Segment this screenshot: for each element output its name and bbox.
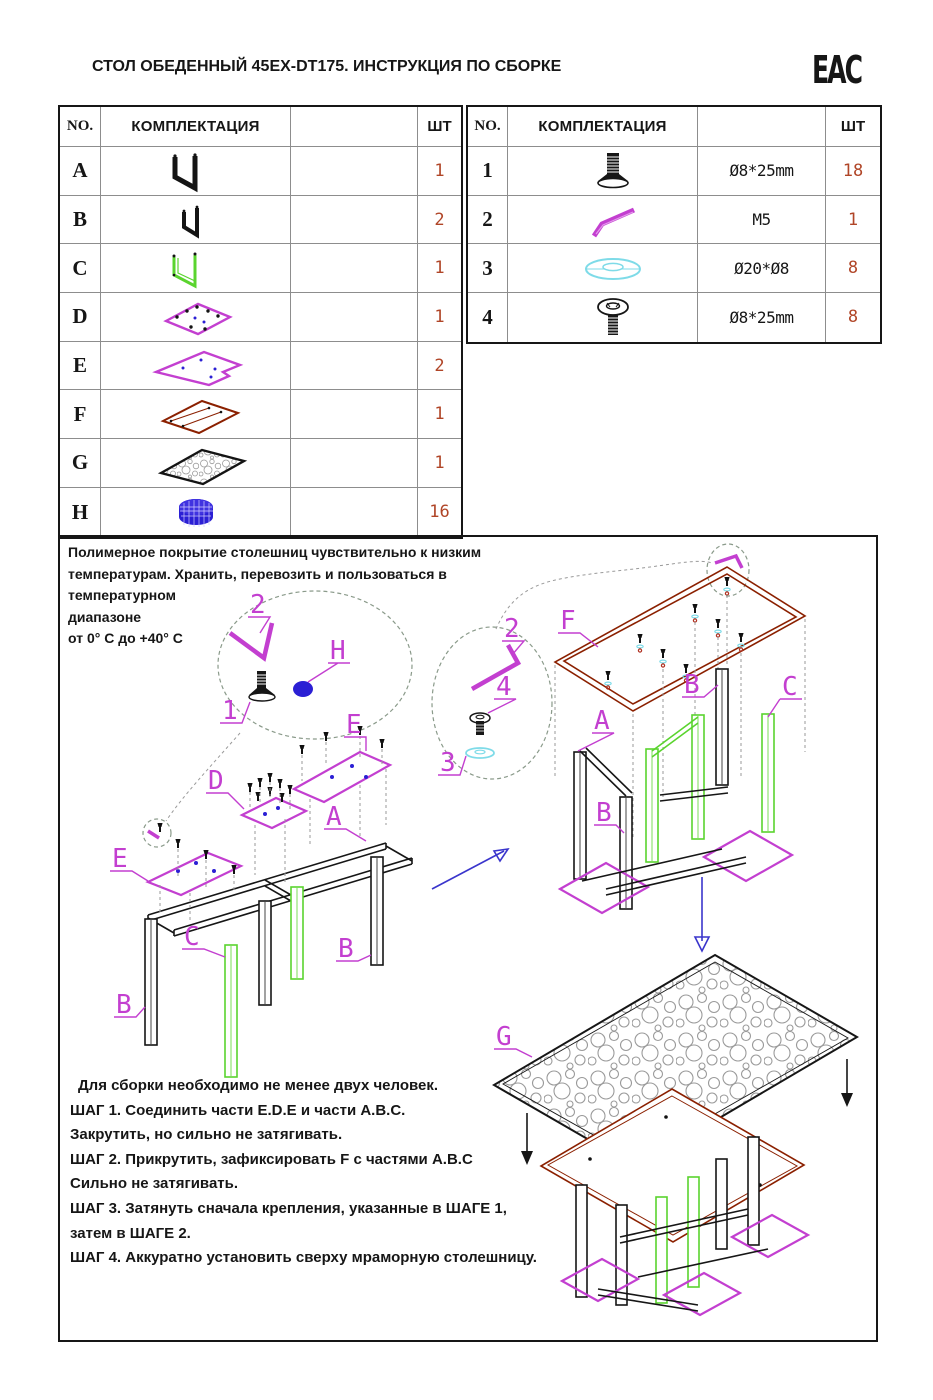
exploded-e-left-label: E <box>112 844 128 874</box>
parts-table <box>58 105 463 539</box>
exploded-e-top-label: E <box>346 710 362 740</box>
callout1-bolt-label: 1 <box>222 696 238 726</box>
part-row-f-no: F <box>60 390 101 439</box>
hardware-header-name: КОМПЛЕКТАЦИЯ <box>508 107 698 147</box>
hardware-row-4-no: 4 <box>468 293 508 342</box>
cap-blue-icon <box>111 489 281 535</box>
parts-header-no: NO. <box>60 107 101 147</box>
callout1-tool-label: 2 <box>250 590 266 620</box>
hardware-table <box>466 105 882 344</box>
u-bracket-small-black-icon <box>111 197 281 243</box>
part-row-a-spec <box>291 147 418 196</box>
callout2-tool-label: 2 <box>504 614 520 644</box>
temperature-warning <box>68 542 548 650</box>
callout1-cap-label: H <box>330 636 346 666</box>
hardware-row-3-spec: Ø20*Ø8 <box>698 244 826 293</box>
part-row-b-spec <box>291 196 418 245</box>
step-4-line: ШАГ 4. Аккуратно установить сверху мраморную столешницу. <box>70 1249 537 1267</box>
step-3-note: затем в ШАГЕ 2. <box>70 1224 191 1242</box>
part-row-d-spec <box>291 293 418 342</box>
u-bracket-green-icon <box>111 245 281 291</box>
hardware-header-no: NO. <box>468 107 508 147</box>
hardware-row-4-qty: 8 <box>847 307 859 328</box>
exploded-d-label: D <box>208 766 224 796</box>
hardware-row-1-spec: Ø8*25mm <box>698 147 826 196</box>
hardware-row-4-spec: Ø8*25mm <box>698 293 826 342</box>
assembly-diagram-panel <box>58 535 878 1342</box>
callout2-washer-label: 3 <box>440 748 456 778</box>
part-row-e-no: E <box>60 342 101 391</box>
marble-g-label: G <box>496 1022 512 1052</box>
part-a-image <box>101 147 291 196</box>
part-row-h-spec <box>291 488 418 537</box>
countersunk-bolt-image <box>508 147 698 196</box>
marble-tabletop-icon <box>111 440 281 486</box>
washer-image <box>508 244 698 293</box>
part-row-f-qty: 1 <box>418 390 461 439</box>
part-row-b-qty: 2 <box>418 196 461 245</box>
hardware-row-2-qty: 1 <box>826 196 880 245</box>
part-e-image <box>101 342 291 391</box>
frame-c-label: C <box>782 672 798 702</box>
u-bracket-tall-black-icon <box>111 148 281 194</box>
exploded-c-label: C <box>184 922 200 952</box>
step-2-note: Сильно не затягивать. <box>70 1175 239 1193</box>
warning-line-2: температурам. Хранить, перевозить и пользоваться в температурном <box>68 565 447 603</box>
part-row-g-spec <box>291 439 418 488</box>
f-frame-installation-diagram <box>555 567 805 951</box>
exploded-b-left-label: B <box>116 990 132 1020</box>
eac-certification-mark: ЕАС <box>812 48 862 92</box>
part-row-h-qty: 16 <box>429 502 450 523</box>
warning-line-3: диапазоне <box>68 608 142 625</box>
part-row-d-no: D <box>60 293 101 342</box>
support-frame-brown-icon <box>111 391 281 437</box>
part-d-image <box>101 293 291 342</box>
exploded-a-label: A <box>326 802 342 832</box>
part-row-c-spec <box>291 244 418 293</box>
hardware-row-1-qty: 18 <box>826 147 880 196</box>
part-row-h-no: H <box>60 488 101 537</box>
part-row-a-no: A <box>60 147 101 196</box>
hex-key-image <box>508 196 698 245</box>
hardware-row-3-no: 3 <box>468 244 508 293</box>
mount-plate-magenta-icon <box>111 294 281 340</box>
part-b-image <box>101 196 291 245</box>
parts-header-name: КОМПЛЕКТАЦИЯ <box>101 107 291 147</box>
hardware-row-2-no: 2 <box>468 196 508 245</box>
steps-intro: Для сборки необходимо не менее двух человек. <box>78 1077 439 1094</box>
step-3-line: ШАГ 3. Затянуть сначала крепления, указанные в ШАГЕ 1, <box>70 1199 507 1217</box>
part-row-f-spec <box>291 390 418 439</box>
step-1-note: Закрутить, но сильно не затягивать. <box>70 1126 343 1144</box>
exploded-b-right-label: B <box>338 934 354 964</box>
part-h-image <box>101 488 291 537</box>
part-f-image <box>101 390 291 439</box>
countersunk-bolt-icon <box>518 148 688 194</box>
frame-b-bottom-label: B <box>596 798 612 828</box>
button-head-bolt-icon <box>518 294 688 340</box>
part-g-image <box>101 439 291 488</box>
callout2-bolt-label: 4 <box>496 672 512 702</box>
part-row-e-spec <box>291 342 418 391</box>
part-row-c-qty: 1 <box>418 244 461 293</box>
part-row-g-no: G <box>60 439 101 488</box>
warning-line-1: Полимерное покрытие столешниц чувствительно к низким <box>68 544 482 560</box>
hardware-header-spec <box>698 107 826 147</box>
l-plate-magenta-icon <box>111 343 281 389</box>
part-c-image <box>101 244 291 293</box>
hex-key-icon <box>518 197 688 243</box>
parts-header-spec <box>291 107 418 147</box>
step-1-line: ШАГ 1. Соединить части E.D.E и части A.B.C. <box>70 1101 406 1119</box>
frame-f-label: F <box>560 606 576 636</box>
page-title: СТОЛ ОБЕДЕННЫЙ 45EX-DT175. ИНСТРУКЦИЯ ПО СБОРКЕ <box>92 58 562 75</box>
hardware-row-2-spec: M5 <box>698 196 826 245</box>
exploded-frame-diagram <box>110 710 412 1077</box>
button-bolt-image <box>508 293 698 342</box>
part-row-g-qty: 1 <box>418 439 461 488</box>
hardware-row-3-qty: 8 <box>826 244 880 293</box>
part-row-e-qty: 2 <box>418 342 461 391</box>
next-step-arrow-right <box>432 849 508 889</box>
hardware-header-qty: ШТ <box>826 107 880 147</box>
part-row-a-qty: 1 <box>418 147 461 196</box>
frame-a-label: A <box>594 706 610 736</box>
warning-line-4: от 0° С до +40° С <box>68 630 183 646</box>
assembly-steps <box>70 1074 570 1271</box>
washer-icon <box>518 245 688 291</box>
hardware-row-1-no: 1 <box>468 147 508 196</box>
parts-header-qty: ШТ <box>418 107 461 147</box>
step-2-line: ШАГ 2. Прикрутить, зафиксировать F с частями A.B.C <box>70 1150 473 1168</box>
part-row-b-no: B <box>60 196 101 245</box>
part-row-c-no: C <box>60 244 101 293</box>
part-row-d-qty: 1 <box>418 293 461 342</box>
frame-b-top-label: B <box>684 670 700 700</box>
